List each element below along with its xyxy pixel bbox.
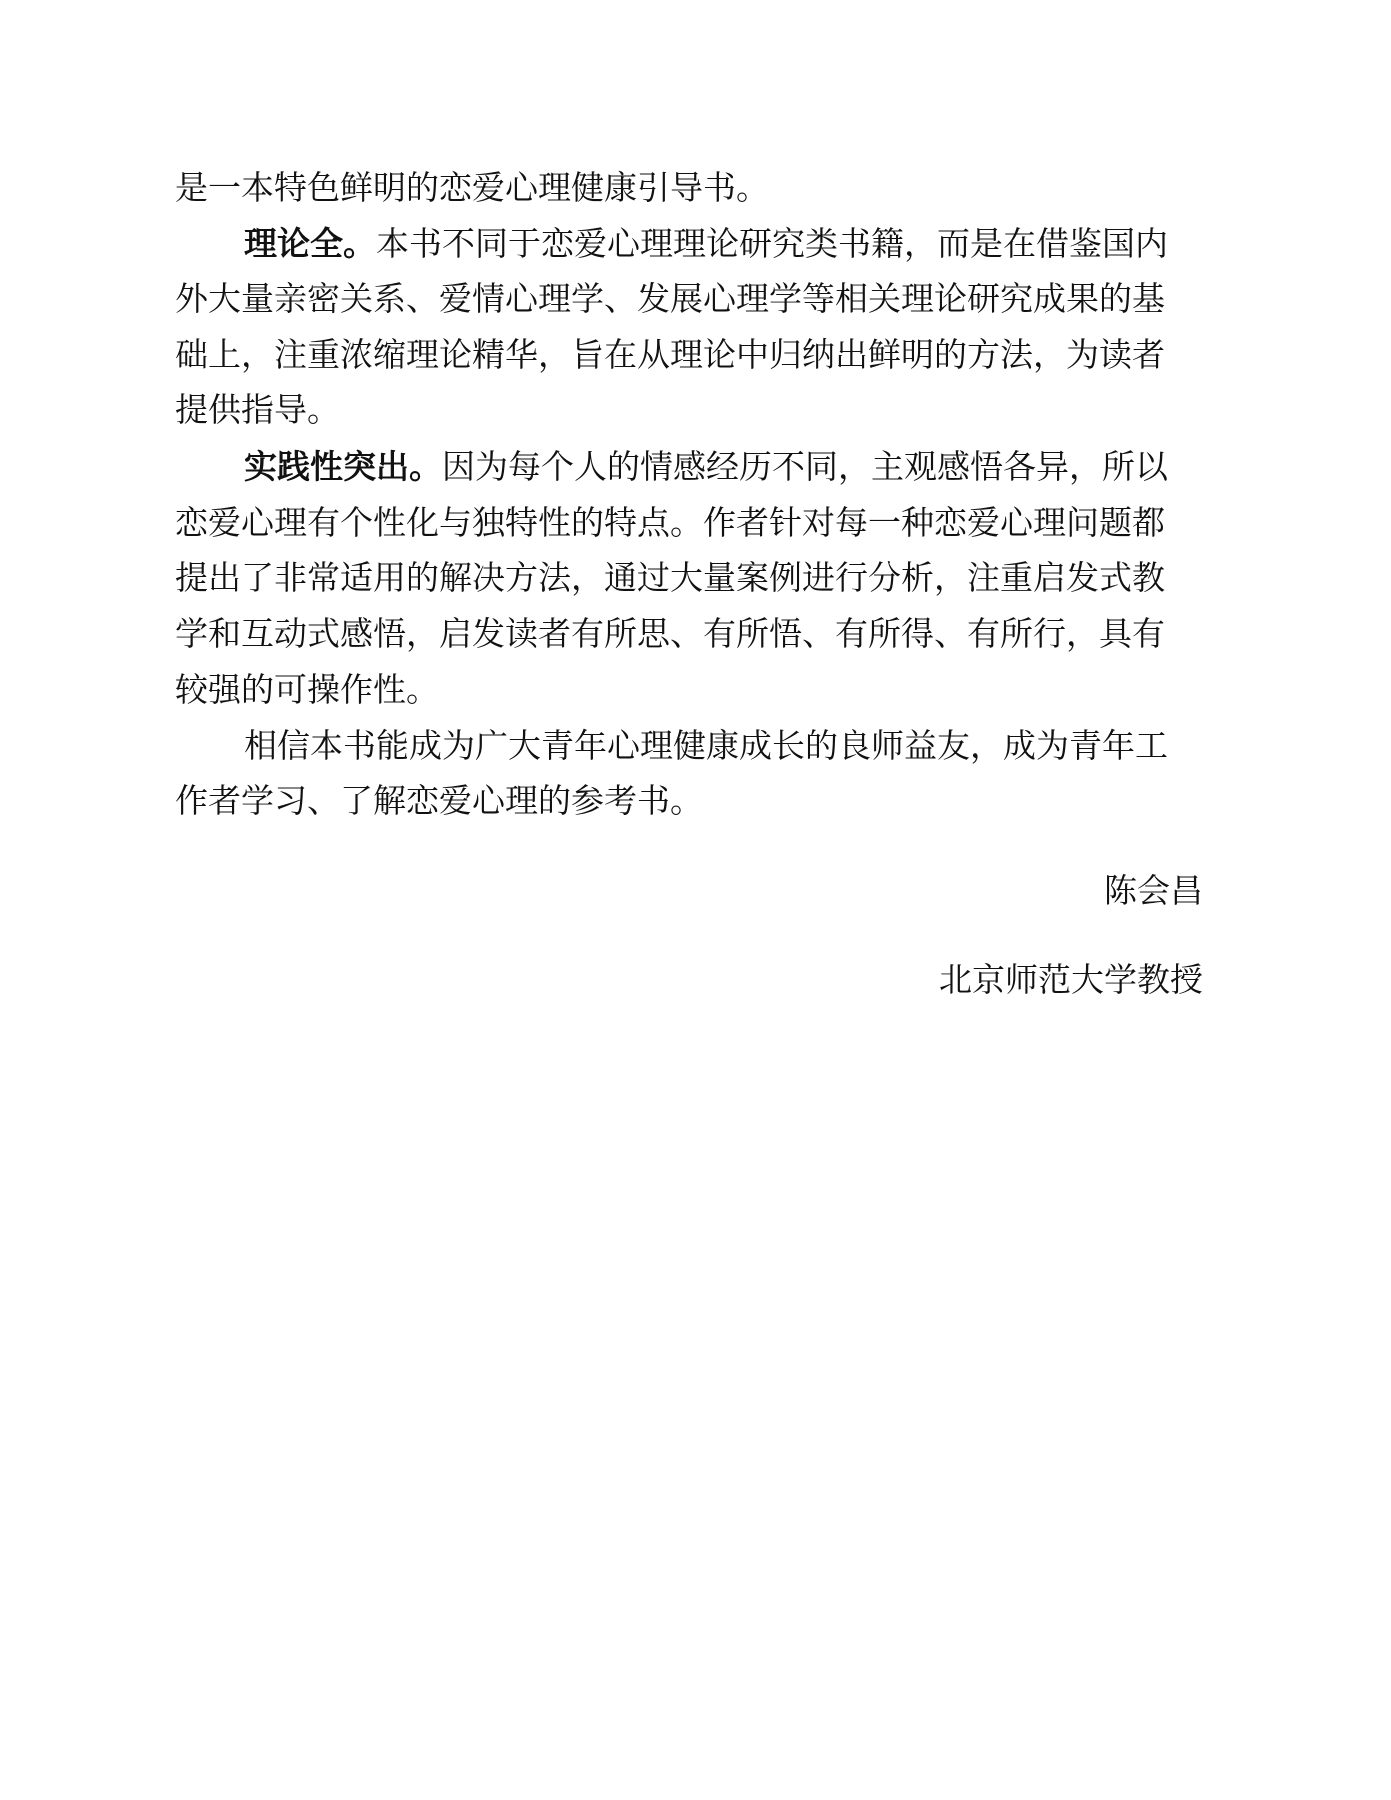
paragraph-2-line-2: 外大量亲密关系、爱情心理学、发展心理学等相关理论研究成果的基 — [175, 279, 1165, 318]
paragraph-4-line-1: 相信本书能成为广大青年心理健康成长的良师益友，成为青年工 — [244, 726, 1168, 765]
paragraph-4-line-2: 作者学习、了解恋爱心理的参考书。 — [175, 781, 703, 820]
paragraph-2-line-4: 提供指导。 — [175, 390, 340, 429]
paragraph-3-lead: 实践性突出。 — [244, 447, 442, 486]
signature-name: 陈会昌 — [1104, 871, 1203, 910]
paragraph-3-line-1-text: 因为每个人的情感经历不同，主观感悟各异，所以 — [442, 447, 1168, 486]
paragraph-3-line-4: 学和互动式感悟，启发读者有所思、有所悟、有所得、有所行，具有 — [175, 614, 1165, 653]
paragraph-1-line-1: 是一本特色鲜明的恋爱心理健康引导书。 — [175, 168, 769, 207]
paragraph-3-line-5: 较强的可操作性。 — [175, 670, 439, 709]
paragraph-3-line-3: 提出了非常适用的解决方法，通过大量案例进行分析，注重启发式教 — [175, 558, 1165, 597]
signature-title: 北京师范大学教授 — [939, 960, 1203, 999]
paragraph-2-line-3: 础上，注重浓缩理论精华，旨在从理论中归纳出鲜明的方法，为读者 — [175, 335, 1165, 374]
paragraph-2-lead: 理论全。 — [244, 224, 376, 263]
paragraph-2-line-1 — [244, 214, 1168, 274]
paragraph-3-line-2: 恋爱心理有个性化与独特性的特点。作者针对每一种恋爱心理问题都 — [175, 503, 1165, 542]
paragraph-3-line-1 — [244, 437, 1168, 497]
paragraph-2-line-1-text: 本书不同于恋爱心理理论研究类书籍，而是在借鉴国内 — [376, 224, 1168, 263]
